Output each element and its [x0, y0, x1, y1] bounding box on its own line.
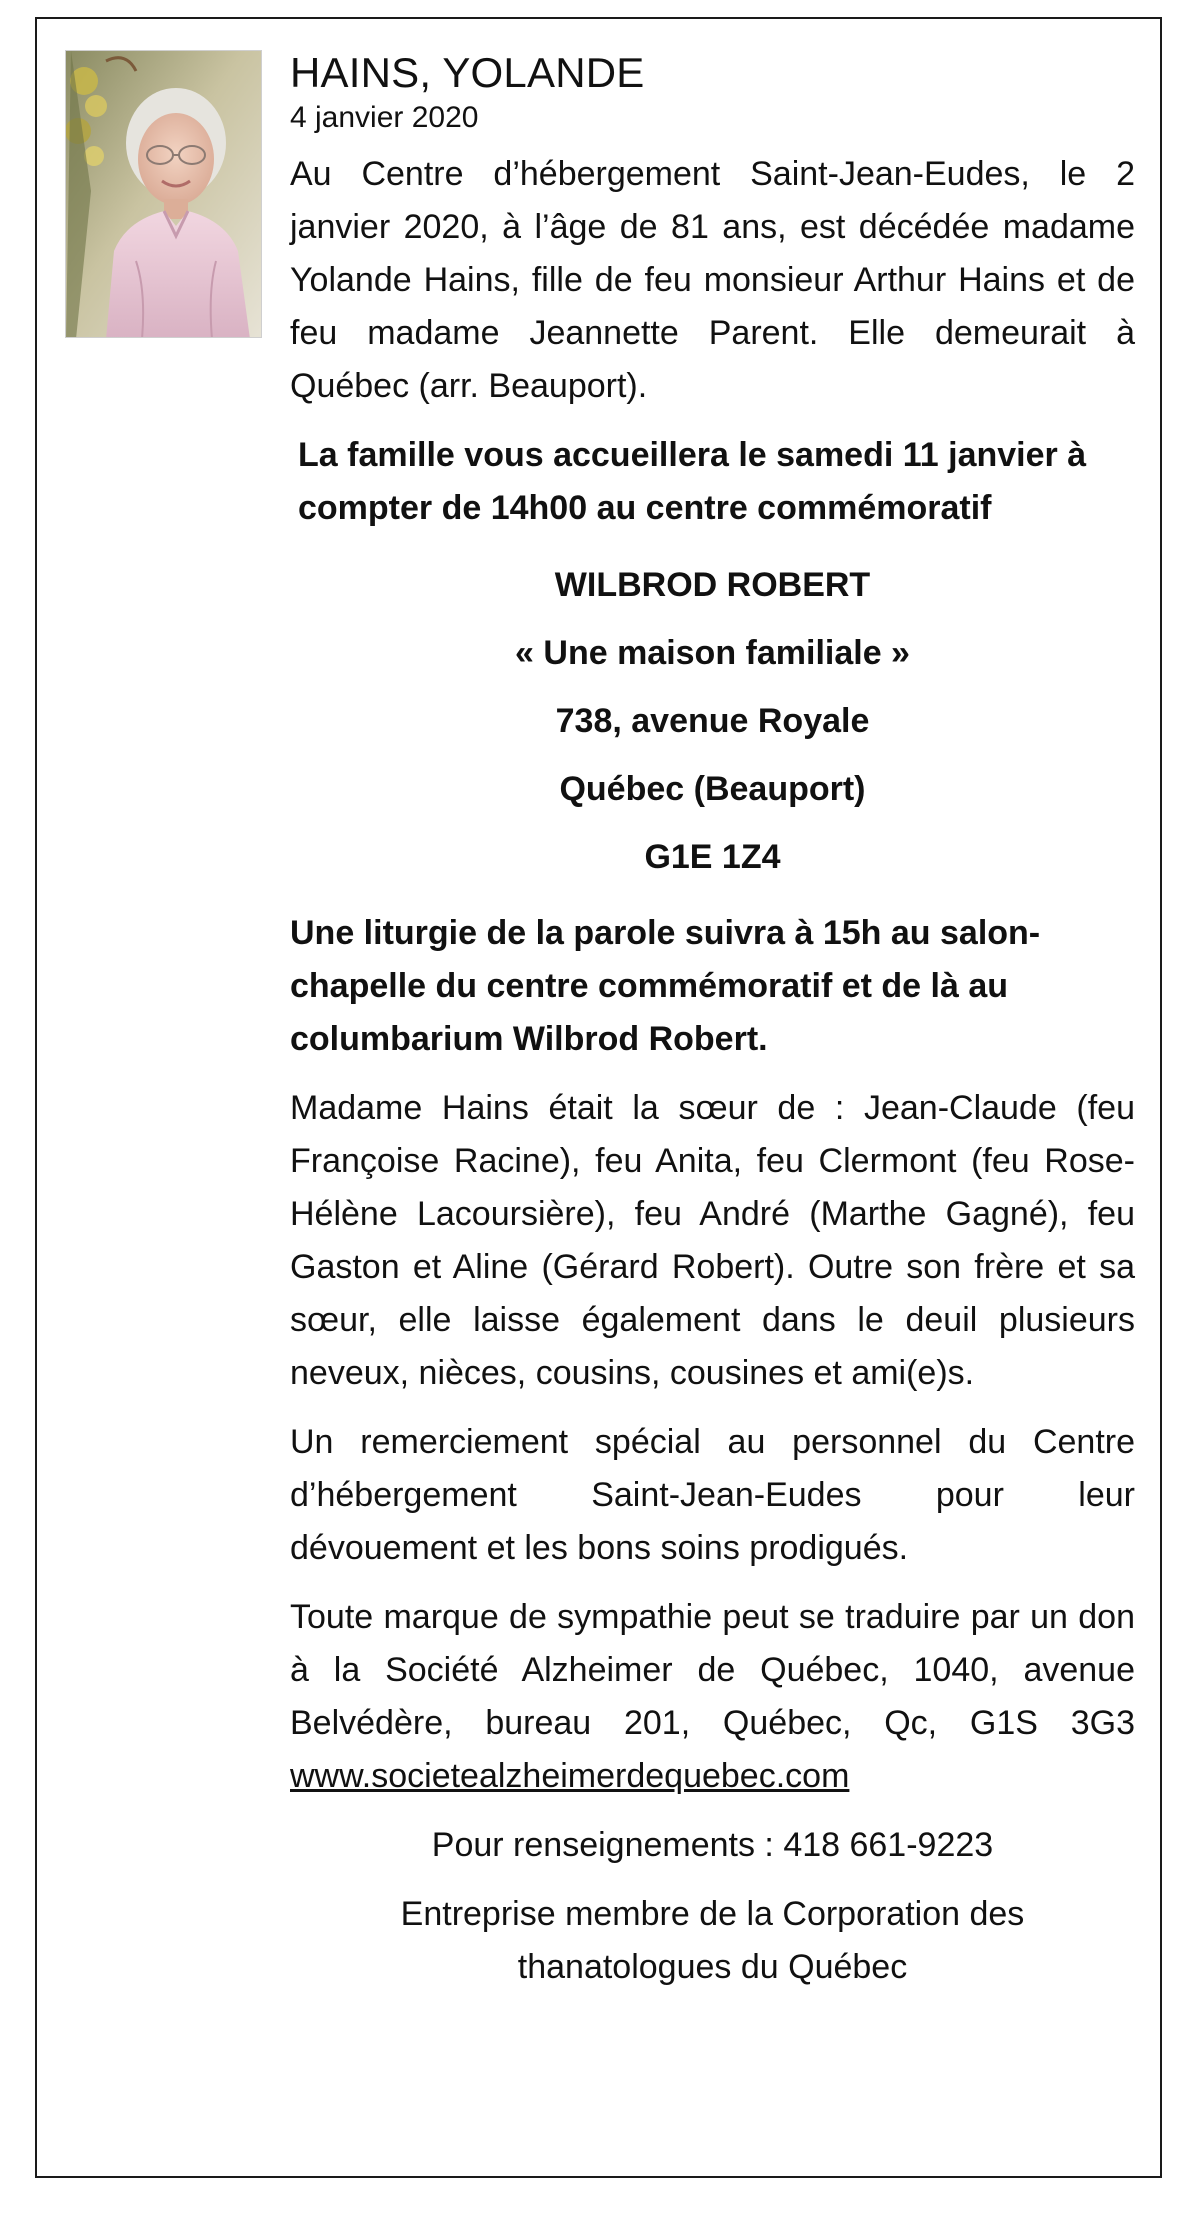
funeral-home-name: WILBROD ROBERT — [554, 566, 871, 604]
liturgy-paragraph: Une liturgie de la parole suivra à 15h au salon-chapelle du centre commémoratif et de là au columbarium Wilbrod Robert. — [290, 914, 1041, 1058]
intro-paragraph: Au Centre d’hébergement Saint-Jean-Eudes, le 2 janvier 2020, à l’âge de 81 ans, est décédée madame Yolande Hains, fille de feu monsieur Arthur Hains et de feu madame Jeannette Parent. Elle demeurait à Québec (arr. Beauport). — [290, 155, 1135, 405]
funeral-home-postal: G1E 1Z4 — [644, 838, 781, 876]
family-paragraph: Madame Hains était la sœur de : Jean-Claude (feu Françoise Racine), feu Anita, feu Clermont (feu Rose-Hélène Lacoursière), feu André (Marthe Gagné), feu Gaston et Aline (Gérard Robert). Outre son frère et sa sœur, elle laisse également dans le deuil plusieurs neveux, nièces, cousins, cousines et ami(e)s. — [290, 1089, 1135, 1392]
portrait-illustration — [66, 51, 262, 338]
obituary-content — [290, 48, 1135, 1994]
publication-date: 4 janvier 2020 — [290, 101, 479, 134]
thanks-paragraph: Un remerciement spécial au personnel du Centre d’hébergement Saint-Jean-Eudes pour leur dévouement et les bons soins prodigués. — [290, 1423, 1135, 1567]
member-line-1: Entreprise membre de la Corporation des — [400, 1895, 1025, 1933]
portrait-photo — [65, 50, 262, 338]
deceased-name: HAINS, YOLANDE — [290, 49, 645, 96]
donation-paragraph — [290, 1591, 1135, 1803]
funeral-home-address — [290, 551, 1135, 891]
funeral-home-tagline: « Une maison familiale » — [515, 634, 910, 672]
donation-text: Toute marque de sympathie peut se traduire par un don à la Société Alzheimer de Québec, 1040, avenue Belvédère, bureau 201, Québec, Qc, G1S 3G3 — [290, 1598, 1135, 1742]
visitation-paragraph: La famille vous accueillera le samedi 11 janvier à compter de 14h00 au centre commémoratif — [298, 436, 1087, 527]
info-phone: Pour renseignements : 418 661-9223 — [431, 1826, 994, 1864]
footer — [290, 1819, 1135, 1994]
funeral-home-street: 738, avenue Royale — [555, 702, 870, 740]
funeral-home-city: Québec (Beauport) — [559, 770, 866, 808]
member-line-2: thanatologues du Québec — [517, 1948, 908, 1986]
donation-website-link[interactable]: www.societealzheimerdequebec.com — [290, 1757, 850, 1795]
